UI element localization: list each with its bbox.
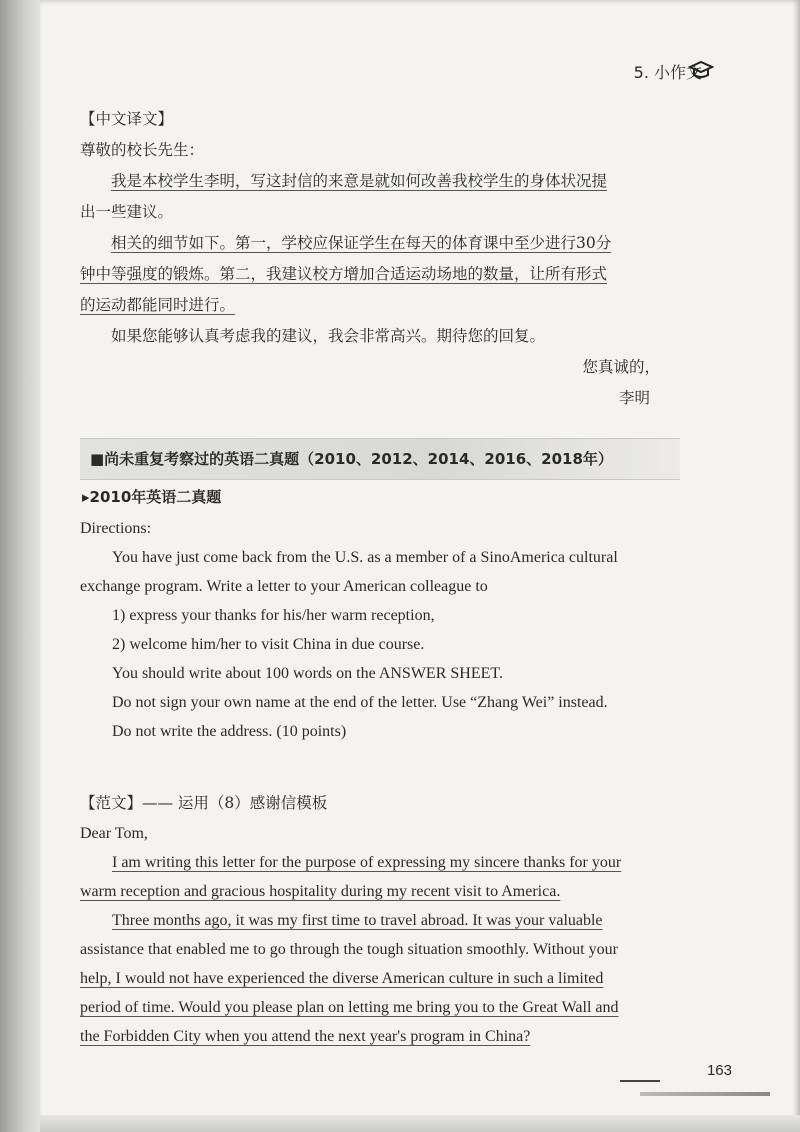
item-1: 1) express your thanks for his/her warm reception, [112,607,435,624]
intro-line2: exchange program. Write a letter to your American colleague to [80,578,488,595]
sample-letter [80,788,680,1051]
translation-heading: 【中文译文】 [80,110,174,128]
directions-label: Directions: [80,520,152,537]
translation-p3: 如果您能够认真考虑我的建议，我会非常高兴。期待您的回复。 [111,327,546,345]
footer-gradient-bar [640,1092,770,1096]
section-header: 5. 小作文 [633,63,702,82]
translation-p1-line2: 出一些建议。 [80,203,174,221]
banner-title: ■尚未重复考察过的英语二真题（2010、2012、2014、2016、2018年） [90,450,613,468]
translation-p2-line2: 钟中等强度的锻炼。第二，我建议校方增加合适运动场地的数量，让所有形式 [80,265,608,283]
item-2: 2) welcome him/her to visit China in due course. [112,636,425,653]
sample-p2-line5: the Forbidden City when you attend the next year's program in China? [80,1028,531,1045]
sample-p2-line3: help, I would not have experienced the diverse American culture in such a limited [80,970,604,987]
sample-heading: 【范文】—— 运用（8）感谢信模板 [80,794,328,812]
footer-rule [620,1080,660,1082]
requirement-1: You should write about 100 words on the ANSWER SHEET. [112,665,503,682]
translation-signature: 李明 [618,389,650,407]
intro-line1: You have just come back from the U.S. as a member of a SinoAmerica cultural [112,549,618,566]
sample-p1-line1: I am writing this letter for the purpose of expressing my sincere thanks for your [112,854,622,871]
page-binding-edge [0,0,40,1132]
translation-p2-line3: 的运动都能同时进行。 [80,296,236,314]
exam-directions [80,514,680,746]
requirement-3: Do not write the address. (10 points) [112,723,347,740]
page-bottom-edge [40,1115,800,1132]
translation-section [80,104,680,414]
exam-heading: ▸2010年英语二真题 [82,488,222,506]
graduation-cap-icon [688,60,714,80]
translation-p2-line1: 相关的细节如下。第一，学校应保证学生在每天的体育课中至少进行30分 [111,234,612,252]
sample-p1-line2: warm reception and gracious hospitality during my recent visit to America. [80,883,561,900]
sample-p2-line4: period of time. Would you please plan on letting me bring you to the Great Wall and [80,999,619,1016]
page-number: 163 [706,1062,732,1079]
translation-closing: 您真诚的， [582,358,660,376]
sample-p2-line1: Three months ago, it was my first time to travel abroad. It was your valuable [112,912,603,929]
translation-p1-line1: 我是本校学生李明，写这封信的来意是就如何改善我校学生的身体状况提 [111,172,608,190]
sample-p2-line2: assistance that enabled me to go through the tough situation smoothly. Without your [80,941,618,958]
translation-salutation: 尊敬的校长先生： [80,141,205,159]
sample-salutation: Dear Tom, [80,825,148,842]
requirement-2: Do not sign your own name at the end of the letter. Use “Zhang Wei” instead. [112,694,608,711]
section-banner [80,438,680,480]
